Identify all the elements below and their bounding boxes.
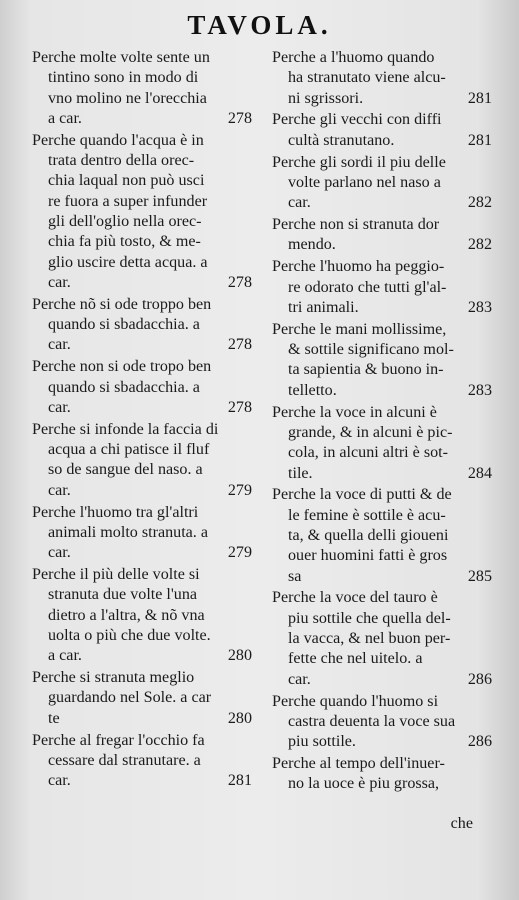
page-number: 281 [227, 772, 252, 790]
entry-text: Perche a l'huomo quando [272, 49, 435, 66]
entry-line [272, 48, 494, 68]
entry-text: cessare dal stranutare. a [48, 751, 201, 769]
entry-text: car. [48, 336, 71, 354]
entry-line [32, 460, 254, 480]
page-number: 278 [227, 336, 252, 354]
entry-line [32, 523, 254, 543]
entry-text: uolta o più che due volte. [48, 626, 211, 644]
entry-line [32, 709, 254, 729]
entry-line [272, 464, 494, 484]
entry-line [32, 585, 254, 605]
entry-line [32, 192, 254, 212]
index-entry [32, 731, 254, 792]
entry-text: Perche si stranuta meglio [32, 669, 195, 687]
index-entry [32, 357, 254, 418]
entry-text: Perche non si stranuta dor [272, 216, 440, 234]
entry-text: a car. [48, 109, 82, 127]
entry-line [272, 278, 494, 298]
left-column [32, 48, 254, 796]
entry-text: sa [288, 567, 302, 585]
index-entry [272, 215, 494, 256]
entry-line [32, 295, 254, 315]
entry-text: chia fa più tosto, & me- [48, 233, 201, 251]
entry-text: Perche al fregar l'occhio fa [32, 731, 205, 749]
index-entry [32, 48, 254, 129]
index-entry [32, 503, 254, 564]
entry-line [272, 131, 494, 151]
entry-text: gli dell'oglio nella orec- [48, 212, 202, 230]
entry-text: Perche la voce del tauro è [272, 589, 438, 607]
entry-line [272, 629, 494, 649]
entry-line [272, 298, 494, 318]
entry-text: la vacca, & nel buon per- [288, 630, 451, 648]
entry-text: vno molino ne l'orecchia [48, 89, 207, 107]
entry-text: cultà stranutano. [288, 131, 395, 149]
entry-text: car. [48, 273, 71, 291]
entry-text: car. [48, 544, 71, 562]
entry-text: so de sangue del naso. a [48, 461, 203, 479]
page-number: 284 [467, 464, 492, 482]
entry-line [32, 315, 254, 335]
entry-text: chia laqual non può usci [48, 172, 205, 190]
entry-line [272, 320, 494, 340]
entry-text: ta sapientia & buono in- [288, 361, 444, 379]
page-number: 278 [227, 109, 252, 127]
page-number: 286 [467, 733, 492, 751]
page-number: 279 [227, 481, 252, 499]
entry-text: car. [48, 772, 71, 790]
entry-line [272, 670, 494, 690]
index-entry [272, 403, 494, 484]
entry-line [32, 171, 254, 191]
entry-line [272, 381, 494, 401]
entry-line [272, 257, 494, 277]
entry-text: no la uoce è piu grossa, [288, 775, 440, 793]
entry-text: ta, & quella delli gioueni [288, 526, 449, 544]
page-number: 280 [227, 647, 252, 665]
entry-text: quando si sbadacchia. a [48, 316, 200, 334]
entry-text: car. [48, 398, 71, 416]
entry-text: le femine è sottile è acu- [288, 506, 446, 524]
entry-text: trata dentro della orec- [48, 152, 195, 170]
entry-text: Perche molte volte sente un [32, 49, 210, 66]
entry-line [32, 688, 254, 708]
page-number: 285 [467, 567, 492, 585]
entry-line [32, 626, 254, 646]
entry-text: Perche la voce di putti & de [272, 486, 452, 504]
entry-text: volte parlano nel naso a [288, 173, 441, 191]
entry-line [272, 403, 494, 423]
entry-text: fette che nel uitelo. a [288, 650, 423, 668]
entry-text: piu sottile che quella del- [288, 609, 451, 627]
index-entry [272, 692, 494, 753]
entry-line [32, 273, 254, 293]
entry-line [32, 751, 254, 771]
index-entry [272, 320, 494, 401]
entry-text: & sottile significano mol- [288, 341, 454, 359]
entry-text: quando si sbadacchia. a [48, 378, 200, 396]
entry-text: tile. [288, 464, 313, 482]
entry-line [32, 606, 254, 626]
entry-line [272, 732, 494, 752]
entry-line [32, 565, 254, 585]
entry-text: tintino sono in modo di [48, 69, 199, 87]
entry-line [272, 506, 494, 526]
entry-line [272, 235, 494, 255]
index-columns [32, 48, 494, 796]
entry-text: Perche gli vecchi con diffi [272, 111, 442, 129]
entry-text: glio uscire detta acqua. a [48, 253, 208, 271]
page-number: 282 [467, 236, 492, 254]
index-entry [272, 257, 494, 318]
entry-line [32, 481, 254, 501]
index-entry [272, 588, 494, 689]
entry-line [272, 567, 494, 587]
entry-text: cola, in alcuni altri è sot- [288, 444, 448, 462]
entry-line [272, 754, 494, 774]
entry-text: a car. [48, 647, 82, 665]
entry-line [32, 232, 254, 252]
entry-line [272, 588, 494, 608]
entry-line [32, 68, 254, 88]
entry-line [32, 151, 254, 171]
entry-text: Perche si infonde la faccia di [32, 420, 219, 438]
entry-text: piu sottile. [288, 733, 356, 751]
entry-text: re fuora a super infunder [48, 192, 208, 210]
entry-line [272, 153, 494, 173]
entry-line [272, 340, 494, 360]
entry-text: ouer huomini fatti è gros [288, 547, 448, 565]
entry-line [272, 68, 494, 88]
entry-line [32, 131, 254, 151]
entry-text: Perche quando l'acqua è in [32, 131, 204, 149]
entry-text: Perche la voce in alcuni è [272, 403, 437, 421]
page-number: 278 [227, 398, 252, 416]
entry-text: acqua a chi patisce il fluf [48, 441, 210, 459]
entry-text: Perche l'huomo tra gl'altri [32, 503, 199, 521]
entry-line [32, 398, 254, 418]
entry-line [272, 443, 494, 463]
entry-line [272, 546, 494, 566]
entry-line [32, 357, 254, 377]
page-number: 286 [467, 670, 492, 688]
entry-line [272, 215, 494, 235]
entry-line [272, 526, 494, 546]
page-number: 278 [227, 273, 252, 291]
entry-text: guardando nel Sole. a car [48, 689, 212, 707]
entry-text: animali molto stranuta. a [48, 523, 209, 541]
right-column [272, 48, 494, 796]
entry-line [32, 378, 254, 398]
entry-text: ni sgrissori. [288, 89, 364, 107]
entry-line [272, 89, 494, 109]
index-entry [272, 110, 494, 151]
entry-text: Perche gli sordi il piu delle [272, 153, 446, 171]
entry-text: re odorato che tutti gl'al- [288, 278, 447, 296]
entry-text: telletto. [288, 381, 337, 399]
entry-line [32, 503, 254, 523]
entry-line [32, 543, 254, 563]
entry-text: car. [288, 670, 311, 688]
entry-line [32, 48, 254, 68]
index-entry [32, 668, 254, 729]
entry-line [32, 89, 254, 109]
catchword: che [450, 815, 473, 832]
entry-line [272, 193, 494, 213]
entry-text: mendo. [288, 236, 336, 254]
entry-line [32, 420, 254, 440]
page-number: 280 [227, 709, 252, 727]
entry-line [32, 731, 254, 751]
entry-line [32, 440, 254, 460]
entry-text: Perche non si ode tropo ben [32, 358, 212, 376]
entry-line [32, 253, 254, 273]
page-number: 283 [467, 381, 492, 399]
page-number: 279 [227, 544, 252, 562]
index-entry [272, 754, 494, 795]
entry-line [272, 649, 494, 669]
index-entry [272, 153, 494, 214]
page-number: 281 [467, 89, 492, 107]
index-entry [32, 420, 254, 501]
page-number: 283 [467, 298, 492, 316]
page-number: 281 [467, 131, 492, 149]
entry-line [272, 712, 494, 732]
entry-line [32, 668, 254, 688]
page-number: 282 [467, 194, 492, 212]
entry-text: tri animali. [288, 298, 359, 316]
entry-line [272, 423, 494, 443]
index-entry [272, 48, 494, 109]
entry-text: te [48, 709, 60, 727]
entry-line [32, 212, 254, 232]
entry-line [272, 774, 494, 794]
entry-line [272, 485, 494, 505]
entry-text: grande, & in alcuni è pic- [288, 423, 453, 441]
entry-text: Perche le mani mollissime, [272, 320, 447, 338]
index-entry [32, 565, 254, 666]
entry-text: stranuta due volte l'una [48, 586, 198, 604]
entry-text: car. [288, 194, 311, 212]
running-head: TAVOLA. [187, 10, 332, 40]
entry-line [32, 335, 254, 355]
entry-text: dietro a l'altra, & nõ vna [48, 606, 205, 624]
entry-text: Perche il più delle volte si [32, 565, 200, 583]
entry-text: Perche quando l'huomo si [272, 692, 439, 710]
entry-line [272, 173, 494, 193]
entry-text: castra deuenta la voce sua [288, 712, 456, 730]
index-entry [32, 131, 254, 293]
entry-text: Perche nõ si ode troppo ben [32, 295, 212, 313]
entry-line [32, 109, 254, 129]
entry-text: Perche l'huomo ha peggio- [272, 258, 445, 276]
entry-line [32, 646, 254, 666]
entry-line [32, 771, 254, 791]
entry-line [272, 110, 494, 130]
entry-text: ha stranutato viene alcu- [288, 69, 446, 87]
entry-line [272, 609, 494, 629]
entry-line [272, 360, 494, 380]
index-entry [32, 295, 254, 356]
index-entry [272, 485, 494, 586]
entry-text: car. [48, 481, 71, 499]
entry-text: Perche al tempo dell'inuer- [272, 755, 445, 773]
entry-line [272, 692, 494, 712]
